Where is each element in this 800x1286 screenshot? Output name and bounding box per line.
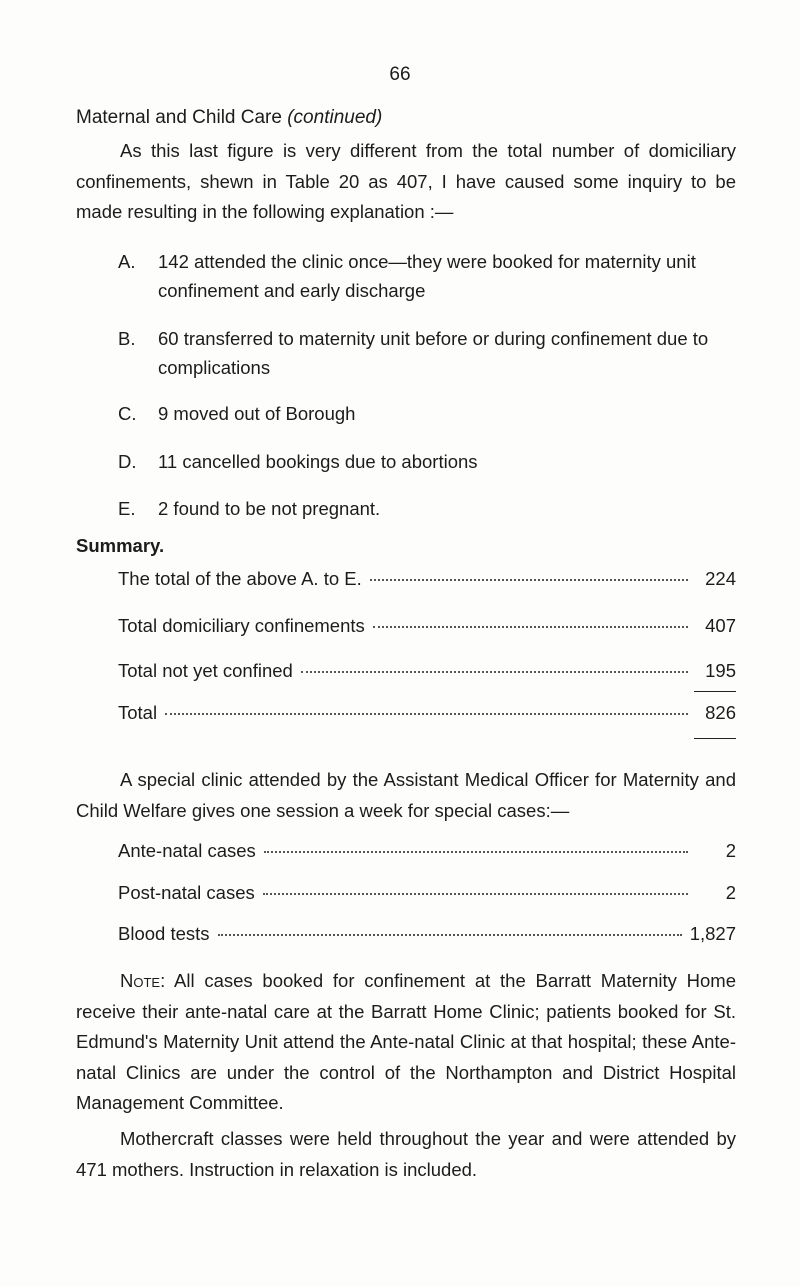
dot-leader (264, 851, 688, 853)
dot-leader (370, 579, 688, 581)
row-label: Blood tests (118, 923, 210, 944)
item-letter: D. (118, 451, 137, 472)
explanation-item-c (118, 399, 736, 428)
explanation-item-e (118, 494, 736, 523)
dot-leader (301, 671, 688, 673)
row-label: Ante-natal cases (118, 840, 256, 861)
total-top-rule (694, 691, 736, 692)
row-value: 826 (705, 702, 736, 723)
row-value: 2 (725, 840, 736, 861)
clinic-row (118, 923, 736, 945)
mothercraft-paragraph: Mothercraft classes were held throughout the year and were attended by 471 mothers. Instruction in relaxation is included. (76, 1128, 736, 1180)
summary-row (118, 615, 736, 637)
note-label: Note: (120, 970, 166, 991)
item-letter: C. (118, 403, 137, 424)
explanation-item-a (118, 247, 736, 305)
row-value: 2 (725, 882, 736, 903)
heading-qualifier: (continued) (287, 107, 383, 128)
item-text: 11 cancelled bookings due to abortions (158, 451, 478, 472)
summary-row (118, 568, 736, 590)
item-letter: A. (118, 251, 136, 272)
dot-leader (218, 934, 682, 936)
explanation-item-b (118, 324, 736, 382)
note-paragraph (76, 966, 736, 1119)
section-heading (76, 107, 382, 129)
row-value: 195 (705, 660, 736, 681)
item-letter: B. (118, 328, 136, 349)
item-letter: E. (118, 498, 136, 519)
row-label: Total domiciliary confinements (118, 615, 365, 636)
summary-title: Summary. (76, 535, 165, 556)
summary-row (118, 660, 736, 682)
row-label: Post-natal cases (118, 882, 255, 903)
summary-total-row (118, 702, 736, 724)
row-value: 407 (705, 615, 736, 636)
explanation-item-d (118, 447, 736, 476)
row-label: The total of the above A. to E. (118, 568, 362, 589)
item-text: 9 moved out of Borough (158, 403, 356, 424)
clinic-row (118, 840, 736, 862)
total-bottom-rule (694, 738, 736, 739)
page-number: 66 (389, 64, 411, 85)
heading-title: Maternal and Child Care (76, 107, 282, 128)
special-clinic-paragraph: A special clinic attended by the Assistant Medical Officer for Maternity and Child Welfare gives one session a week for special cases:— (76, 769, 736, 821)
row-value: 224 (705, 568, 736, 589)
row-label: Total not yet confined (118, 660, 293, 681)
row-value: 1,827 (689, 923, 736, 944)
item-text: 2 found to be not pregnant. (158, 498, 381, 519)
dot-leader (165, 713, 688, 715)
note-text: All cases booked for confinement at the Barratt Maternity Home receive their ante-natal care at the Barratt Home Clinic; patients booked for St. Edmund's Maternity Unit attend the Ante-natal Clinic at that hospital; these Ante-natal Clinics are under the control of the Northampton and District Hospital Management Committee. (76, 970, 736, 1113)
dot-leader (373, 626, 688, 628)
item-text: 60 transferred to maternity unit before or during confinement due to complications (158, 328, 709, 378)
row-label: Total (118, 702, 158, 723)
item-text: 142 attended the clinic once—they were booked for maternity unit confinement and early discharge (158, 251, 696, 301)
clinic-row (118, 882, 736, 904)
dot-leader (263, 893, 688, 895)
intro-paragraph: As this last figure is very different from the total number of domiciliary confinements, shewn in Table 20 as 407, I have caused some inquiry to be made resulting in the following explanation :— (76, 140, 736, 222)
